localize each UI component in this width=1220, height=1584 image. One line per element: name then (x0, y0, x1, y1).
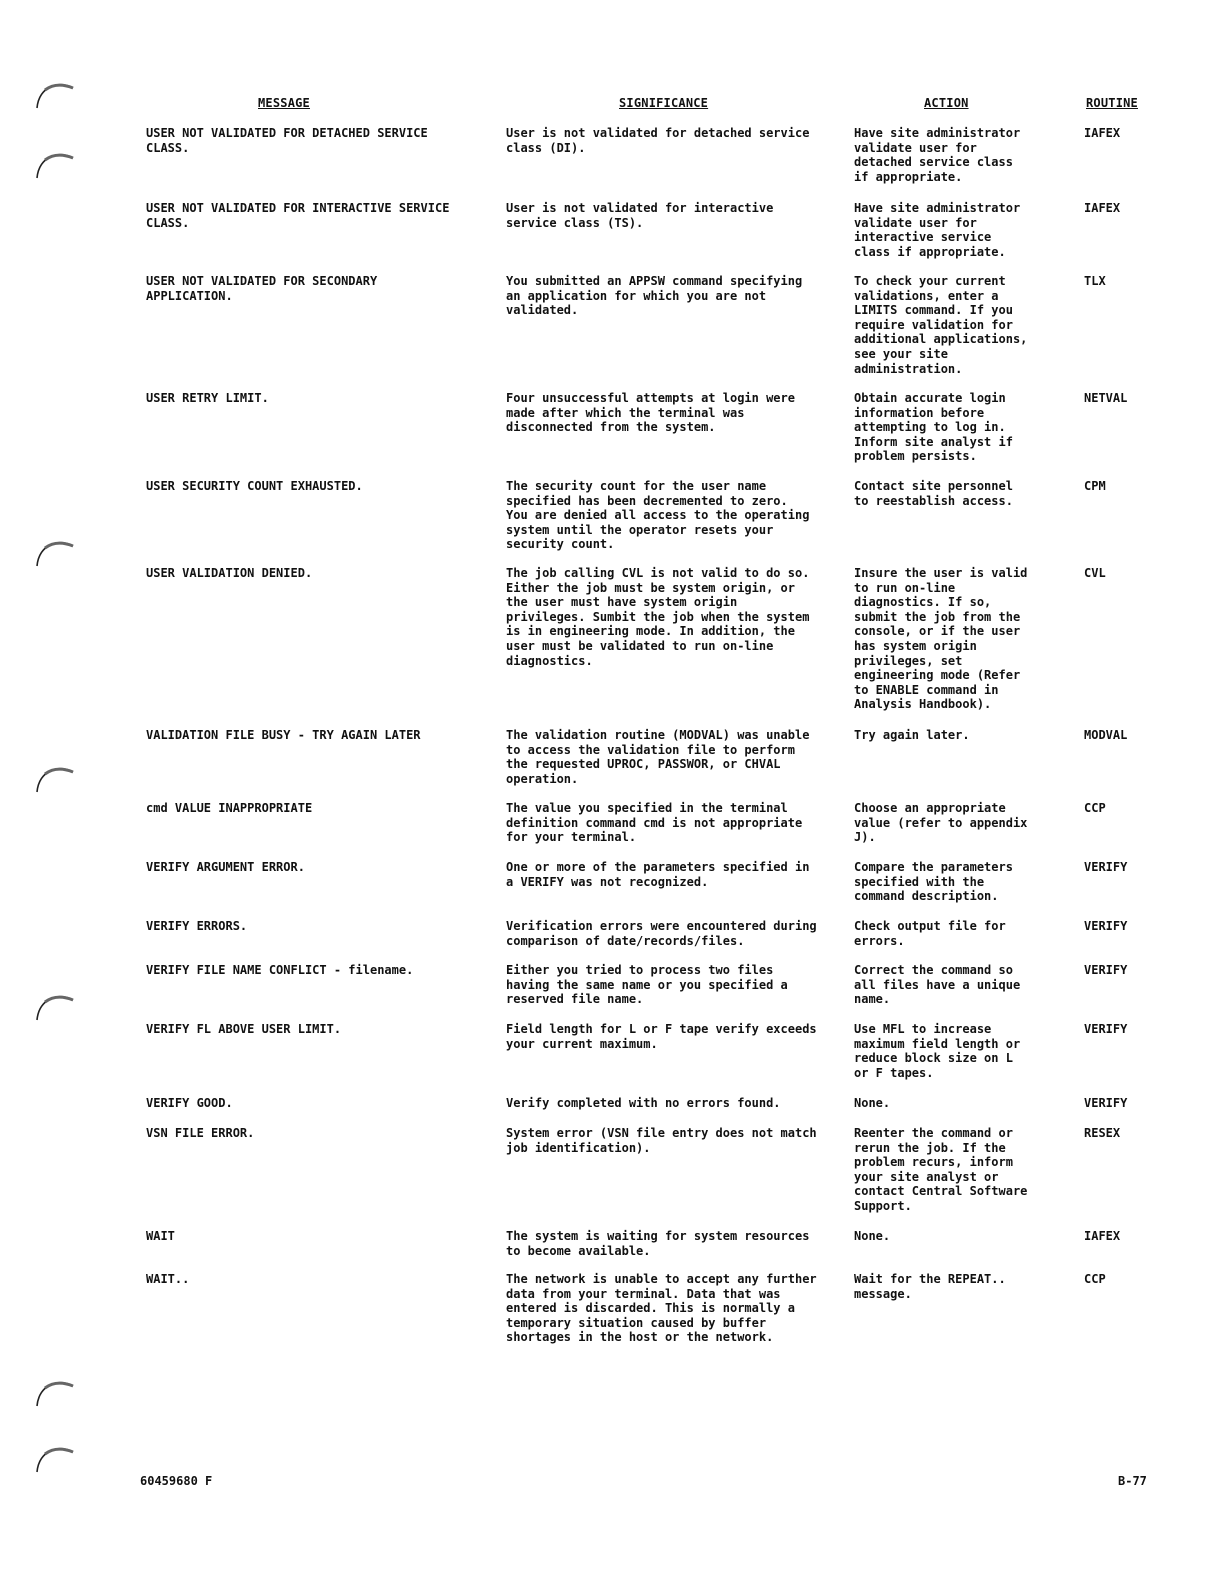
message-cell: USER NOT VALIDATED FOR INTERACTIVE SERVICE CLASS. (146, 201, 450, 230)
action-cell: Obtain accurate login information before attempting to log in. Inform site analyst if problem persists. (854, 391, 1013, 464)
message-cell: USER VALIDATION DENIED. (146, 566, 313, 580)
significance-cell: The value you specified in the terminal definition command cmd is not appropriate for your terminal. (506, 801, 803, 845)
routine-cell: CCP (1084, 801, 1106, 815)
message-cell: USER SECURITY COUNT EXHAUSTED. (146, 479, 363, 493)
message-cell: VSN FILE ERROR. (146, 1126, 255, 1140)
message-cell: VERIFY GOOD. (146, 1096, 233, 1110)
action-cell: Choose an appropriate value (refer to appendix J). (854, 801, 1028, 845)
binder-hole-icon (33, 1442, 77, 1486)
significance-cell: You submitted an APPSW command specifying an application for which you are not validated. (506, 274, 803, 318)
action-cell: Use MFL to increase maximum field length or reduce block size on L or F tapes. (854, 1022, 1021, 1080)
routine-cell: CPM (1084, 479, 1106, 493)
binder-hole-icon (33, 536, 77, 580)
routine-cell: VERIFY (1084, 963, 1128, 977)
routine-cell: RESEX (1084, 1126, 1121, 1140)
significance-cell: Verify completed with no errors found. (506, 1096, 781, 1110)
message-cell: USER RETRY LIMIT. (146, 391, 269, 405)
action-cell: Compare the parameters specified with the command description. (854, 860, 1013, 904)
message-cell: WAIT.. (146, 1272, 190, 1286)
document-number: 60459680 F (140, 1474, 213, 1488)
message-cell: USER NOT VALIDATED FOR SECONDARY APPLICATION. (146, 274, 378, 303)
significance-cell: Either you tried to process two files having the same name or you specified a reserved file name. (506, 963, 788, 1007)
routine-cell: VERIFY (1084, 919, 1128, 933)
routine-cell: MODVAL (1084, 728, 1128, 742)
routine-cell: TLX (1084, 274, 1106, 288)
routine-cell: IAFEX (1084, 126, 1121, 140)
binder-hole-icon (33, 148, 77, 192)
routine-cell: VERIFY (1084, 1022, 1128, 1036)
header-significance: SIGNIFICANCE (619, 96, 709, 110)
message-cell: VERIFY ARGUMENT ERROR. (146, 860, 305, 874)
significance-cell: The validation routine (MODVAL) was unable to access the validation file to perform the requested UPROC, PASSWOR, or CHVAL operation. (506, 728, 810, 786)
significance-cell: Field length for L or F tape verify exceeds your current maximum. (506, 1022, 817, 1051)
action-cell: To check your current validations, enter a LIMITS command. If you require validation for additional applications, see your site administration. (854, 274, 1028, 376)
significance-cell: The job calling CVL is not valid to do so. Either the job must be system origin, or the user must have system origin privileges. Sumbit the job when the system is in engineering mode. In addition, the user must be validated to run on-line diagnostics. (506, 566, 810, 668)
message-cell: VERIFY FILE NAME CONFLICT - filename. (146, 963, 414, 977)
action-cell: Have site administrator validate user for detached service class if appropriate. (854, 126, 1021, 184)
message-cell: cmd VALUE INAPPROPRIATE (146, 801, 313, 815)
message-cell: WAIT (146, 1229, 175, 1243)
binder-hole-icon (33, 762, 77, 806)
significance-cell: The network is unable to accept any further data from your terminal. Data that was entered is discarded. This is normally a temporary situation caused by buffer shortages in the host or the network. (506, 1272, 817, 1345)
routine-cell: IAFEX (1084, 201, 1121, 215)
significance-cell: User is not validated for detached service class (DI). (506, 126, 810, 155)
message-cell: VERIFY ERRORS. (146, 919, 248, 933)
binder-hole-icon (33, 990, 77, 1034)
routine-cell: IAFEX (1084, 1229, 1121, 1243)
page-number: B-77 (1118, 1474, 1147, 1488)
action-cell: Try again later. (854, 728, 970, 742)
significance-cell: User is not validated for interactive service class (TS). (506, 201, 774, 230)
significance-cell: System error (VSN file entry does not match job identification). (506, 1126, 817, 1155)
header-routine: ROUTINE (1086, 96, 1138, 110)
header-message: MESSAGE (258, 96, 310, 110)
significance-cell: Verification errors were encountered during comparison of date/records/files. (506, 919, 817, 948)
action-cell: Check output file for errors. (854, 919, 1006, 948)
significance-cell: The system is waiting for system resources to become available. (506, 1229, 810, 1258)
message-cell: VALIDATION FILE BUSY - TRY AGAIN LATER (146, 728, 421, 742)
action-cell: Wait for the REPEAT.. message. (854, 1272, 1006, 1301)
routine-cell: NETVAL (1084, 391, 1128, 405)
message-cell: VERIFY FL ABOVE USER LIMIT. (146, 1022, 342, 1036)
header-action: ACTION (924, 96, 969, 110)
action-cell: Contact site personnel to reestablish access. (854, 479, 1013, 508)
significance-cell: One or more of the parameters specified in a VERIFY was not recognized. (506, 860, 810, 889)
action-cell: None. (854, 1096, 891, 1110)
routine-cell: CCP (1084, 1272, 1106, 1286)
action-cell: Have site administrator validate user for interactive service class if appropriate. (854, 201, 1021, 259)
routine-cell: CVL (1084, 566, 1106, 580)
routine-cell: VERIFY (1084, 860, 1128, 874)
routine-cell: VERIFY (1084, 1096, 1128, 1110)
binder-hole-icon (33, 1376, 77, 1420)
action-cell: Insure the user is valid to run on-line diagnostics. If so, submit the job from the console, or if the user has system origin privileges, set engineering mode (Refer to ENABLE command in Analysis Handbook). (854, 566, 1028, 712)
action-cell: None. (854, 1229, 891, 1243)
action-cell: Reenter the command or rerun the job. If the problem recurs, inform your site analyst or contact Central Software Support. (854, 1126, 1028, 1213)
binder-hole-icon (33, 78, 77, 122)
message-cell: USER NOT VALIDATED FOR DETACHED SERVICE CLASS. (146, 126, 428, 155)
action-cell: Correct the command so all files have a unique name. (854, 963, 1021, 1007)
significance-cell: The security count for the user name specified has been decremented to zero. You are denied all access to the operating system until the operator resets your security count. (506, 479, 810, 552)
significance-cell: Four unsuccessful attempts at login were made after which the terminal was disconnected from the system. (506, 391, 795, 435)
